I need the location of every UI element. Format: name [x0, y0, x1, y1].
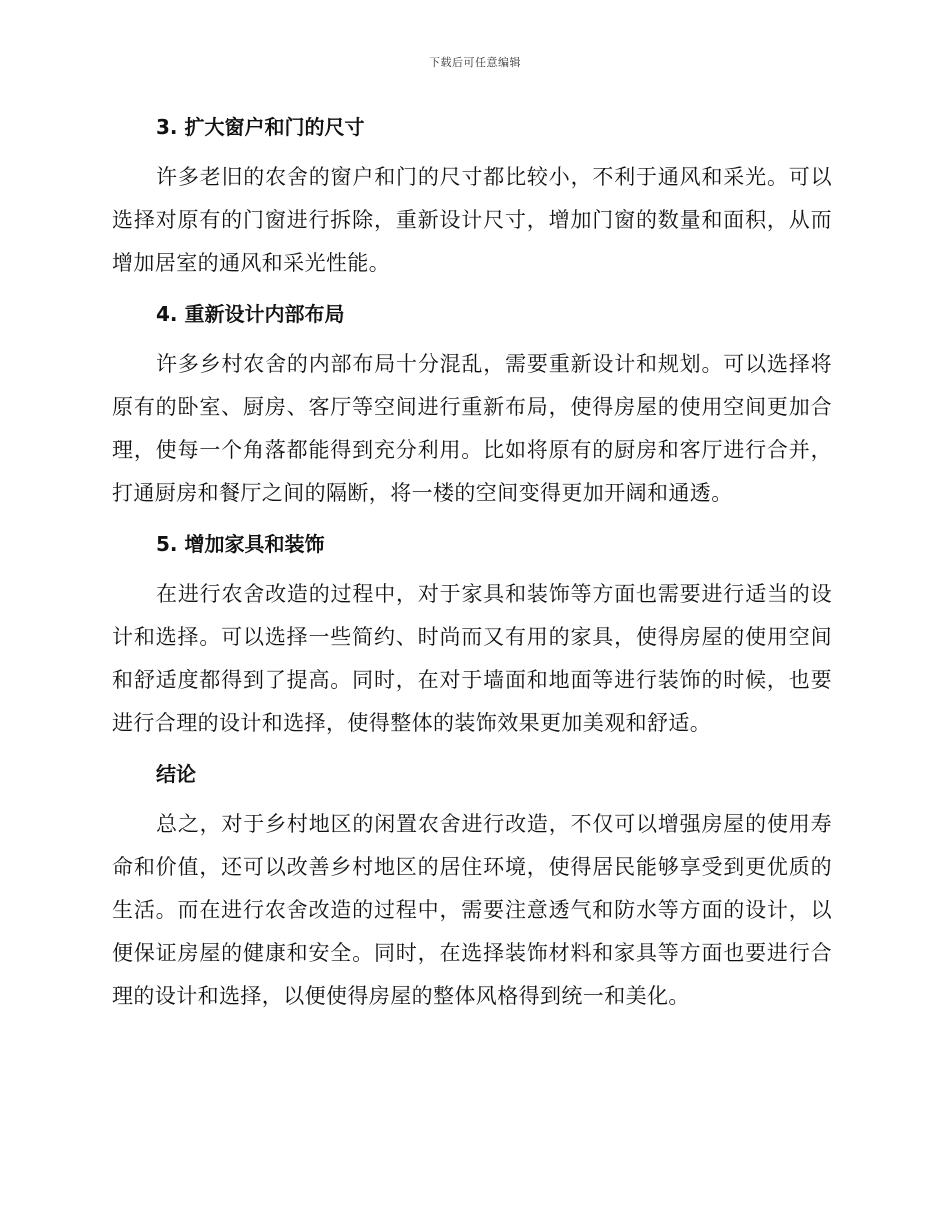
- section-enlarge-windows-doors: [112, 110, 832, 285]
- section-conclusion: [112, 757, 832, 1018]
- section-heading: 3. 扩大窗户和门的尺寸: [156, 115, 365, 139]
- section-heading: 5. 增加家具和装饰: [156, 532, 325, 556]
- section-paragraph: 在进行农舍改造的过程中，对于家具和装饰等方面也需要进行适当的设计和选择。可以选择一些简约、时尚而又有用的家具，使得房屋的使用空间和舒适度都得到了提高。同时，在对于墙面和地面等进行装饰的时候，也要进行合理的设计和选择，使得整体的装饰效果更加美观和舒适。: [112, 582, 832, 735]
- page-header: 下载后可任意编辑: [429, 56, 521, 69]
- section-redesign-layout: [112, 297, 832, 515]
- section-heading: 4. 重新设计内部布局: [156, 302, 345, 326]
- section-paragraph: 许多乡村农舍的内部布局十分混乱，需要重新设计和规划。可以选择将原有的卧室、厨房、客厅等空间进行重新布局，使得房屋的使用空间更加合理，使每一个角落都能得到充分利用。比如将原有的厨房和客厅进行合并，打通厨房和餐厅之间的隔断，将一楼的空间变得更加开阔和通透。: [112, 352, 832, 505]
- section-heading: 结论: [156, 762, 196, 786]
- section-furniture-decoration: [112, 527, 832, 745]
- section-paragraph: 许多老旧的农舍的窗户和门的尺寸都比较小，不利于通风和采光。可以选择对原有的门窗进行拆除，重新设计尺寸，增加门窗的数量和面积，从而增加居室的通风和采光性能。: [112, 165, 832, 275]
- document-body: [112, 110, 832, 1030]
- section-paragraph: 总之，对于乡村地区的闲置农舍进行改造，不仅可以增强房屋的使用寿命和价值，还可以改善乡村地区的居住环境，使得居民能够享受到更优质的生活。而在进行农舍改造的过程中，需要注意透气和防水等方面的设计，以便保证房屋的健康和安全。同时，在选择装饰材料和家具等方面也要进行合理的设计和选择，以便使得房屋的整体风格得到统一和美化。: [112, 812, 832, 1008]
